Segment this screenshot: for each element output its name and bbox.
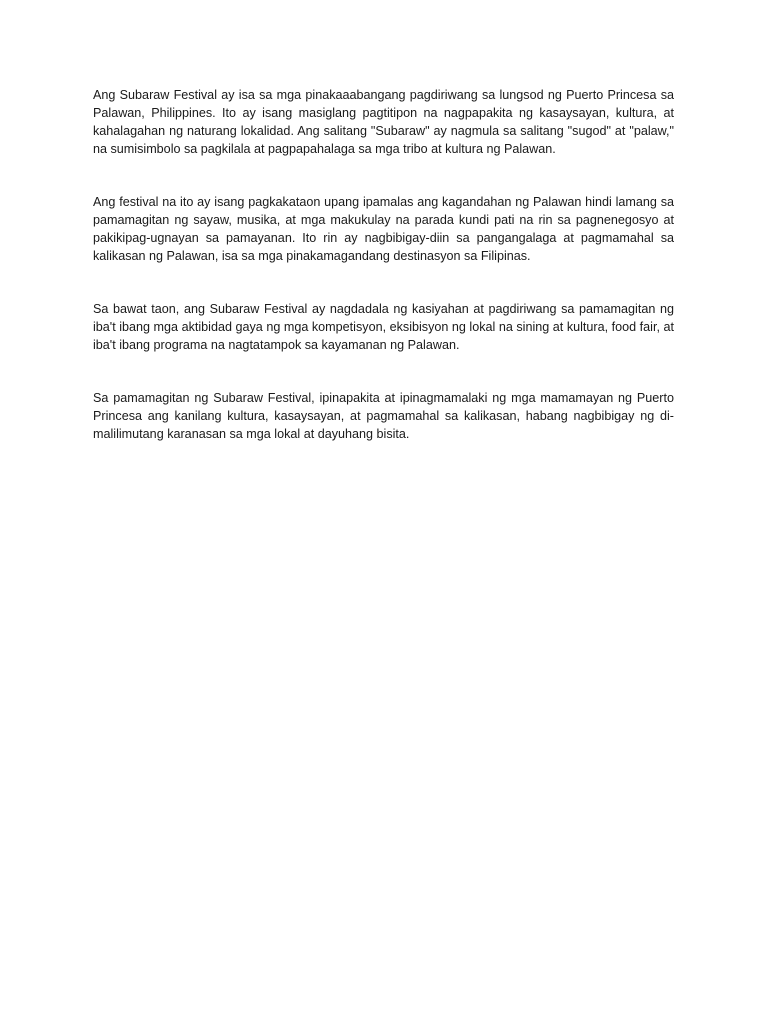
paragraph-2: Ang festival na ito ay isang pagkakataon upang ipamalas ang kagandahan ng Palawan hindi lamang sa pamamagitan ng sayaw, musika, at mga makukulay na parada kundi pati na rin sa pagnenegosyo at pakikipag-ugnayan sa pamayanan. Ito rin ay nagbibigay-diin sa pangangalaga at pagmamahal sa kalikasan ng Palawan, isa sa mga pinakamagandang destinasyon sa Filipinas. <box>93 195 674 263</box>
paragraph-3: Sa bawat taon, ang Subaraw Festival ay nagdadala ng kasiyahan at pagdiriwang sa pamamagitan ng iba't ibang mga aktibidad gaya ng mga kompetisyon, eksibisyon ng lokal na sining at kultura, food fair, at iba't ibang programa na nagtatampok sa kayamanan ng Palawan. <box>93 302 674 352</box>
paragraph-1: Ang Subaraw Festival ay isa sa mga pinakaaabangang pagdiriwang sa lungsod ng Puerto Princesa sa Palawan, Philippines. Ito ay isang masiglang pagtitipon na nagpapakita ng kasaysayan, kultura, at kahalagahan ng naturang lokalidad. Ang salitang "Subaraw" ay nagmula sa salitang "sugod" at "palaw," na sumisimbolo sa pagkilala at pagpapahalaga sa mga tribo at kultura ng Palawan. <box>93 88 674 156</box>
paragraph-4: Sa pamamagitan ng Subaraw Festival, ipinapakita at ipinagmamalaki ng mga mamamayan ng Puerto Princesa ang kanilang kultura, kasaysayan, at pagmamahal sa kalikasan, habang nagbibigay ng di-malilimutang karanasan sa mga lokal at dayuhang bisita. <box>93 391 674 441</box>
document-body <box>93 86 674 478</box>
